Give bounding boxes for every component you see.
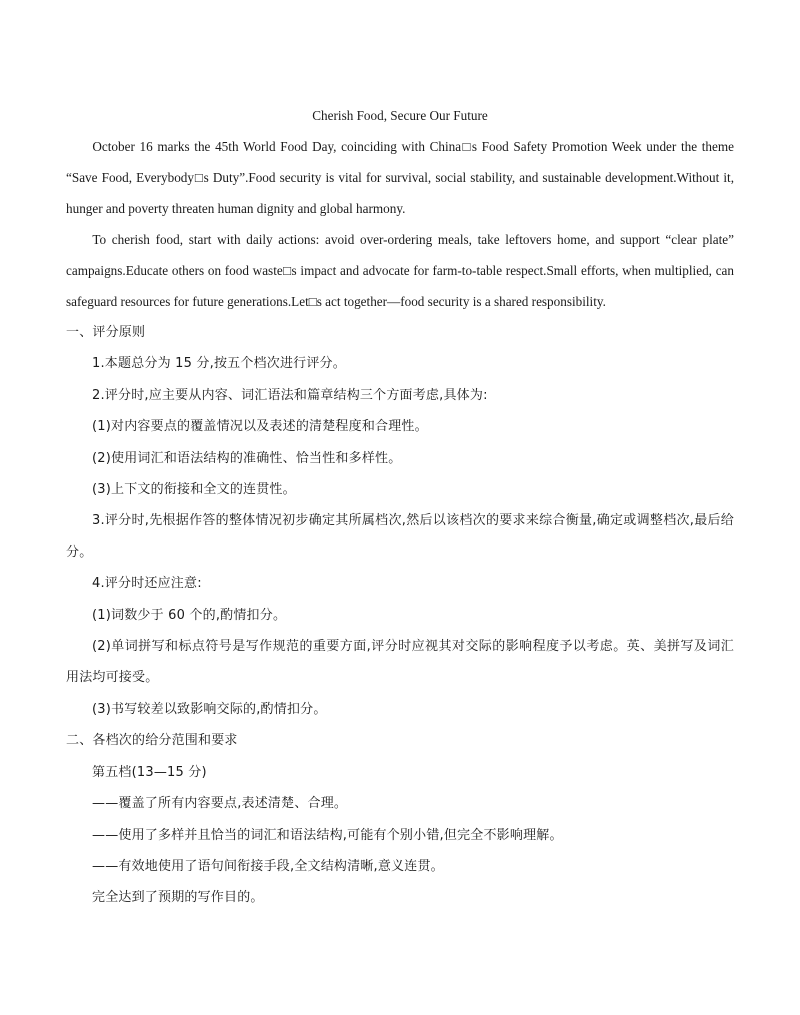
rubric-item-4: 4.评分时还应注意: xyxy=(92,576,202,592)
scoring-rubric xyxy=(66,317,734,914)
rubric-item-4-sub-3: (3)书写较差以致影响交际的,酌情扣分。 xyxy=(92,701,327,717)
page-content xyxy=(66,100,734,914)
essay-paragraph-2: To cherish food, start with daily actions: avoid over-ordering meals, take leftovers home, and support “clear plate” campaigns.Educate others on food waste□s impact and advocate for farm-to-table respect.Small efforts, when multiplied, can safeguard resources for future generations.Let□s act together—food security is a shared responsibility. xyxy=(66,232,734,309)
rubric-item-1: 1.本题总分为 15 分,按五个档次进行评分。 xyxy=(92,356,346,372)
rubric-item-2-sub-3: (3)上下文的衔接和全文的连贯性。 xyxy=(92,482,296,498)
rubric-item-2-sub-1: (1)对内容要点的覆盖情况以及表述的清楚程度和合理性。 xyxy=(92,419,428,435)
rubric-item-2: 2.评分时,应主要从内容、词汇语法和篇章结构三个方面考虑,具体为: xyxy=(92,387,488,403)
rubric-item-2-sub-2: (2)使用词汇和语法结构的准确性、恰当性和多样性。 xyxy=(92,450,402,466)
rubric-item-3: 3.评分时,先根据作答的整体情况初步确定其所属档次,然后以该档次的要求来综合衡量,确定或调整档次,最后给分。 xyxy=(66,513,734,560)
essay-title: Cherish Food, Secure Our Future xyxy=(312,108,488,123)
band-5-heading: 第五档(13—15 分) xyxy=(92,764,207,780)
rubric-item-4-sub-1: (1)词数少于 60 个的,酌情扣分。 xyxy=(92,607,287,623)
band-5-item-3: ——有效地使用了语句间衔接手段,全文结构清晰,意义连贯。 xyxy=(92,858,444,874)
model-essay xyxy=(66,100,734,317)
band-5-item-1: ——覆盖了所有内容要点,表述清楚、合理。 xyxy=(92,796,348,812)
section-heading-bands: 二、各档次的给分范围和要求 xyxy=(66,733,238,749)
section-heading-principles: 一、评分原则 xyxy=(66,325,146,340)
essay-paragraph-1: October 16 marks the 45th World Food Day, coinciding with China□s Food Safety Promotion Week under the theme “Save Food, Everybody□s Duty”.Food security is vital for survival, social stability, and sustainable development.Without it, hunger and poverty threaten human dignity and global harmony. xyxy=(66,139,734,216)
band-5-item-2: ——使用了多样并且恰当的词汇和语法结构,可能有个别小错,但完全不影响理解。 xyxy=(92,827,563,843)
band-5-conclusion: 完全达到了预期的写作目的。 xyxy=(92,890,264,906)
rubric-item-4-sub-2: (2)单词拼写和标点符号是写作规范的重要方面,评分时应视其对交际的影响程度予以考虑。英、美拼写及词汇用法均可接受。 xyxy=(66,639,734,686)
